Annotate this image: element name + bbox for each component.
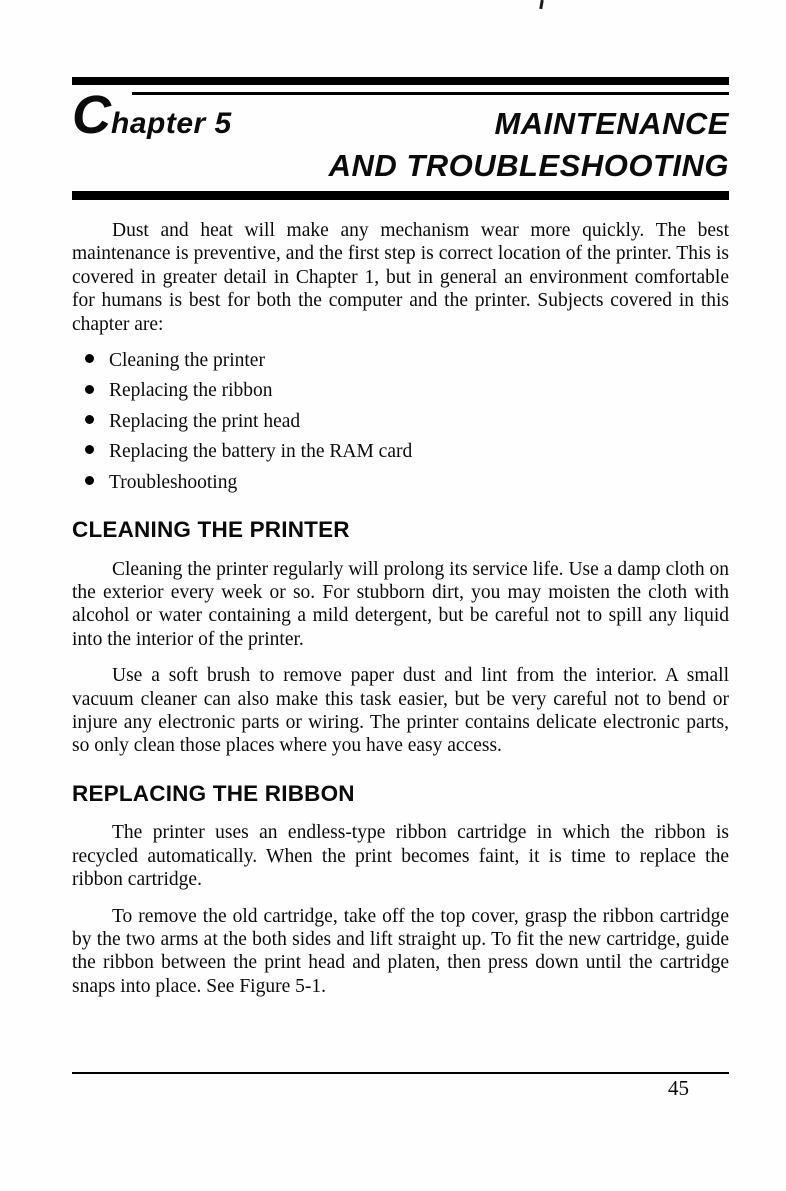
header-rule-top: [72, 77, 729, 85]
list-item: [72, 471, 729, 494]
list-item: [72, 379, 729, 402]
chapter-header: [72, 77, 729, 200]
page-body: [72, 219, 729, 998]
page-number: 45: [668, 1076, 689, 1100]
chapter-topics-list: [72, 349, 729, 494]
section-heading-cleaning-the-printer: CLEANING THE PRINTER: [72, 517, 350, 543]
list-item-label: Cleaning the printer: [109, 350, 265, 372]
bullet-icon: [85, 445, 94, 454]
page-content: [72, 0, 729, 998]
section-paragraph: Cleaning the printer regularly will prolong its service life. Use a damp cloth on the exterior every week or so. For stubborn dirt, you may moisten the cloth with alcohol or water containing a mild detergent, but be careful not to spill any liquid into the interior of the printer.: [72, 558, 729, 650]
chapter-initial: C: [72, 85, 111, 145]
footer-rule: [72, 1072, 729, 1074]
list-item: [72, 440, 729, 463]
section-paragraph: Use a soft brush to remove paper dust and lint from the interior. A small vacuum cleaner can also make this task easier, but be very careful not to bend or injure any electronic parts or wiring. The printer contains delicate electronic parts, so only clean those places where you have easy access.: [72, 665, 729, 757]
bullet-icon: [85, 415, 94, 424]
chapter-title-line2: AND TROUBLESHOOTING: [328, 148, 729, 183]
section-paragraph: To remove the old cartridge, take off the top cover, grasp the ribbon cartridge by the two arms at the both sides and lift straight up. To fit the new cartridge, guide the ribbon between the print head and platen, then press down until the cartridge snaps into place. See Figure 5-1.: [72, 905, 729, 997]
intro-paragraph: Dust and heat will make any mechanism wear more quickly. The best maintenance is preventive, and the first step is correct location of the printer. This is covered in greater detail in Chapter 1, but in general an environment comfortable for humans is best for both the computer and the printer. Subjects covered in this chapter are:: [72, 220, 729, 335]
chapter-label-rest: hapter 5: [111, 107, 232, 140]
list-item-label: Replacing the print head: [109, 410, 301, 432]
list-item-label: Replacing the ribbon: [109, 380, 273, 402]
chapter-title-line1: MAINTENANCE: [494, 106, 729, 141]
list-item: [72, 349, 729, 372]
list-item-label: Replacing the battery in the RAM card: [109, 441, 413, 463]
section-paragraph: The printer uses an endless-type ribbon cartridge in which the ribbon is recycled automatically. When the print becomes faint, it is time to replace the ribbon cartridge.: [72, 822, 729, 891]
header-rule-bottom: [72, 191, 729, 200]
section-heading-replacing-the-ribbon: REPLACING THE RIBBON: [72, 780, 355, 806]
bullet-icon: [85, 476, 94, 485]
chapter-title-row: [72, 85, 729, 145]
chapter-label: [72, 85, 232, 145]
bullet-icon: [85, 385, 94, 394]
list-item: [72, 410, 729, 433]
list-item-label: Troubleshooting: [109, 471, 238, 493]
bullet-icon: [85, 354, 94, 363]
